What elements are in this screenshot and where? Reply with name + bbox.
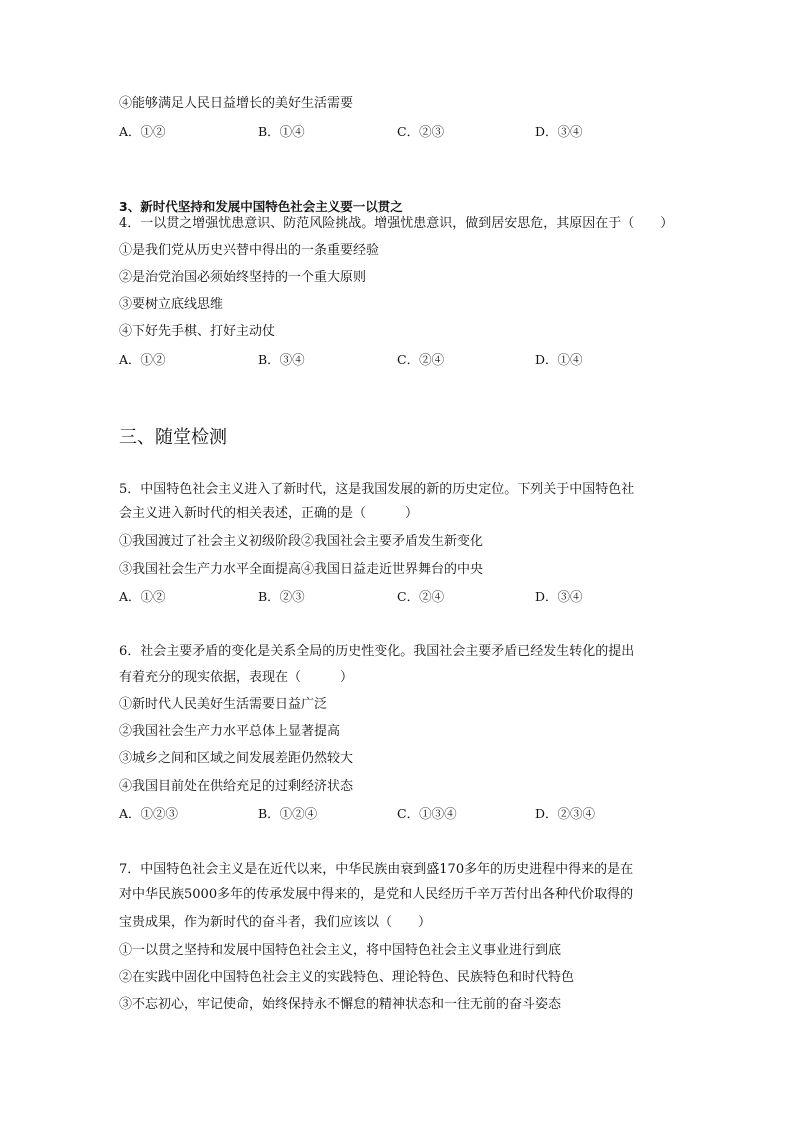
q7-item-1: ①一以贯之坚持和发展中国特色社会主义，将中国特色社会主义事业进行到底 [119,943,562,958]
q7-item-3: ③不忘初心，牢记使命，始终保持永不懈怠的精神状态和一往无前的奋斗姿态 [119,997,562,1012]
q4-stem: 4．一以贯之增强忧患意识、防范风险挑战。增强忧患意识，做到居安思危，其原因在于（ ） [119,216,674,231]
q5-option-d: D．③④ [535,589,583,604]
q5-option-c: C．②④ [397,589,445,604]
q3-option-d: D．③④ [535,124,583,139]
q7-stem-line3: 宝贵成果，作为新时代的奋斗者，我们应该以（ ） [119,915,432,930]
q4-option-b: B．③④ [258,352,305,367]
q6-stem-line2: 有着充分的现实依据，表现在（ ） [119,670,354,685]
q6-item-4: ④我国目前处在供给充足的过剩经济状态 [119,779,354,794]
q5-option-b: B．②③ [258,589,305,604]
q4-item-1: ①是我们党从历史兴替中得出的一条重要经验 [119,243,380,258]
q6-option-a: A．①②③ [119,806,179,821]
q4-item-3: ③要树立底线思维 [119,297,224,312]
q6-item-2: ②我国社会生产力水平总体上显著提高 [119,724,341,739]
q3-item-4: ④能够满足人民日益增长的美好生活需要 [119,96,354,111]
q6-option-d: D．②③④ [535,806,596,821]
q5-stem-line1: 5．中国特色社会主义进入了新时代，这是我国发展的新的历史定位。下列关于中国特色社 [119,482,635,497]
q7-item-2: ②在实践中固化中国特色社会主义的实践特色、理论特色、民族特色和时代特色 [119,970,575,985]
q4-item-4: ④下好先手棋、打好主动仗 [119,324,276,339]
q6-option-b: B．①②④ [258,806,318,821]
q4-option-c: C．②④ [397,352,445,367]
q7-stem-line2: 对中华民族5000多年的传承发展中得来的，是党和人民经历千辛万苦付出各种代价取得的 [119,887,634,902]
q6-item-3: ③城乡之间和区域之间发展差距仍然较大 [119,751,354,766]
q4-option-a: A．①② [119,352,166,367]
q5-item-1: ①我国渡过了社会主义初级阶段②我国社会主要矛盾发生新变化 [119,534,484,549]
q3-option-c: C．②③ [397,124,445,139]
q5-item-2: ③我国社会生产力水平全面提高④我国日益走近世界舞台的中央 [119,562,484,577]
q5-option-a: A．①② [119,589,166,604]
q4-option-d: D．①④ [535,352,583,367]
q6-stem-line1: 6．社会主要矛盾的变化是关系全局的历史性变化。我国社会主要矛盾已经发生转化的提出 [119,644,635,659]
q6-option-c: C．①③④ [397,806,457,821]
section-title: 三、随堂检测 [119,427,227,448]
q6-item-1: ①新时代人民美好生活需要日益广泛 [119,697,328,712]
subsection-heading-3: 3、新时代坚持和发展中国特色社会主义要一以贯之 [119,199,403,214]
q5-stem-line2: 会主义进入新时代的相关表述，正确的是（ ） [119,506,419,521]
q3-option-b: B．①④ [258,124,305,139]
q4-item-2: ②是治党治国必须始终坚持的一个重大原则 [119,270,367,285]
q7-stem-line1: 7．中国特色社会主义是在近代以来，中华民族由衰到盛170多年的历史进程中得来的是在 [119,862,634,877]
q3-option-a: A．①② [119,124,166,139]
